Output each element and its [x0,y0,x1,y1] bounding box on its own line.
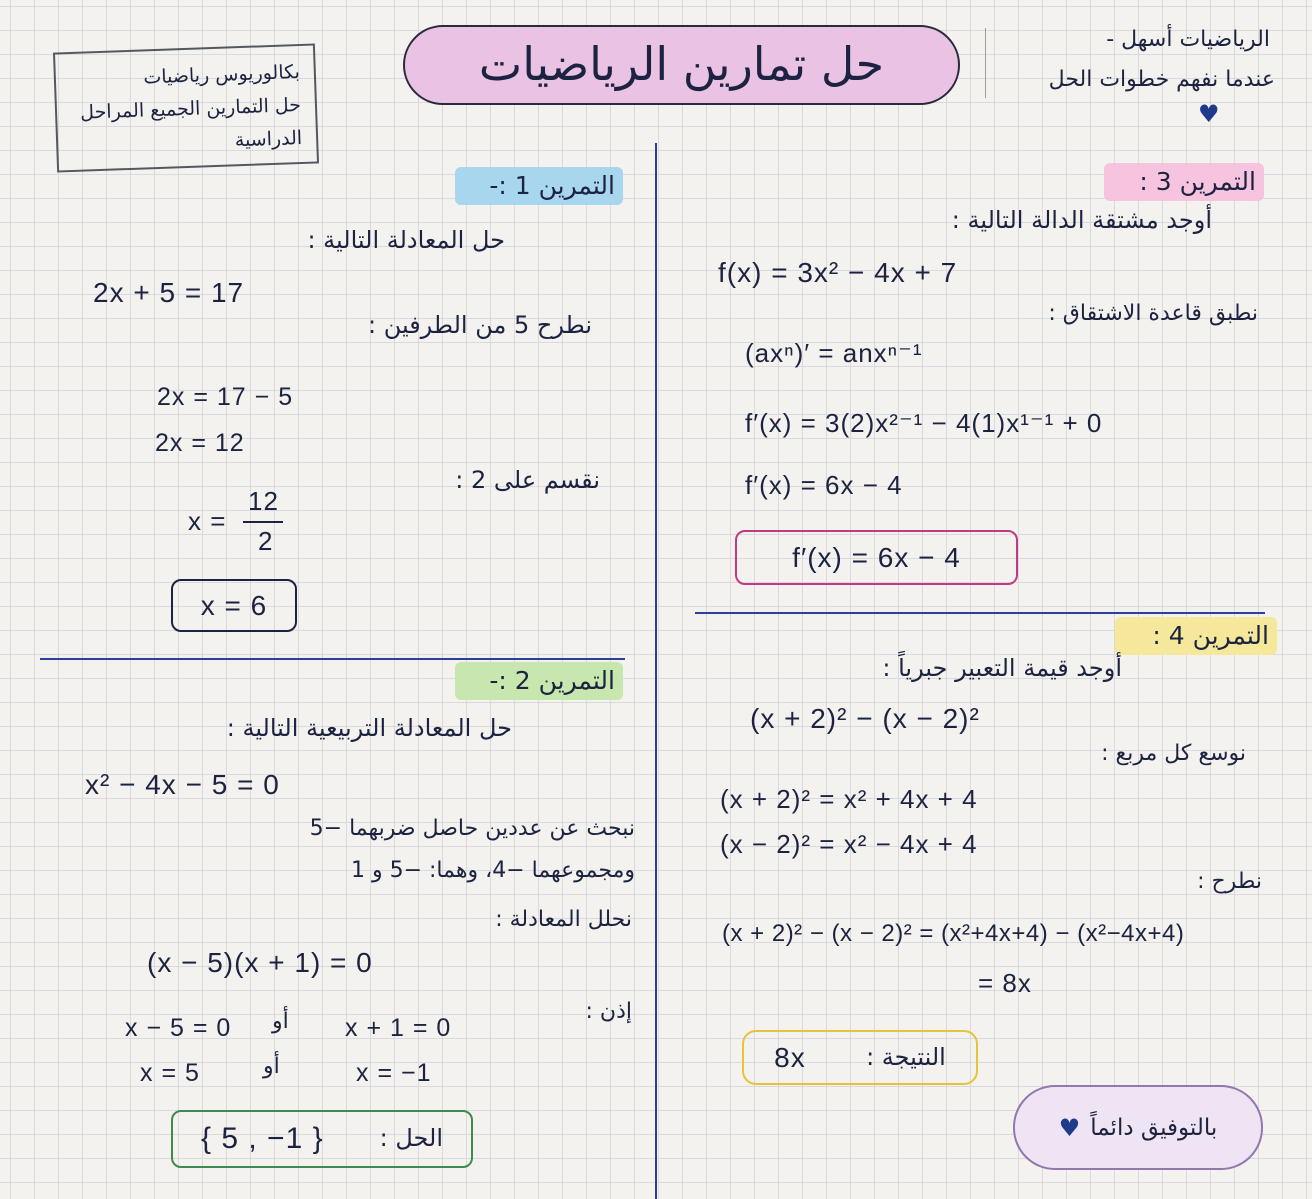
info-line-3: الدراسية [234,126,303,152]
case-1-right: x + 1 = 0 [345,1014,452,1042]
case-1-or: أو [272,1009,289,1034]
fraction-bar [243,521,283,523]
fraction-numerator: 12 [248,486,279,516]
exercise-2-hint-line-1: نبحث عن عددين حاصل ضربهما −5 [309,816,635,841]
exercise-1-step2-text: نقسم على 2 : [455,466,600,494]
exercise-3-rule: (axⁿ)′ = anxⁿ⁻¹ [745,338,923,368]
heart-icon: ♥ [1198,100,1220,128]
motto-line-1: الرياضيات أسهل - [1106,27,1270,52]
exercise-4-expand-1: (x + 2)² = x² + 4x + 4 [720,784,978,814]
exercise-4-subtract-text: نطرح : [1197,869,1262,894]
exercise-1-step1-text: نطرح 5 من الطرفين : [367,311,592,339]
exercise-2-factor-text: نحلل المعادلة : [495,907,632,932]
exercise-2-factored: (x − 5)(x + 1) = 0 [147,947,373,978]
info-line-1: بكالوريوس رياضيات [143,61,301,89]
exercise-4-result-box [742,1030,978,1085]
exercise-1-step1-line2: 2x = 12 [155,429,245,457]
exercise-4-expression: (x + 2)² − (x − 2)² [750,703,980,734]
exercise-1-label: التمرين 1 :- [455,167,623,205]
left-section-divider [40,658,625,660]
result-value: 8x [774,1041,806,1073]
solution-set: { 5 , −1 } [201,1122,324,1155]
page-title: حل تمارين الرياضيات [403,25,960,105]
exercise-2-hint-line-2: ومجموعهما −4، وهما: −5 و 1 [350,858,635,883]
exercise-3-instruction: أوجد مشتقة الدالة التالية : [951,206,1212,234]
closing-wish: بالتوفيق دائماً [1090,1114,1218,1141]
solution-label: الحل : [379,1124,443,1153]
exercise-4-label: التمرين 4 : [1115,617,1277,655]
exercise-3-label: التمرين 3 : [1104,163,1264,201]
exercise-2-then-text: إذن : [585,999,632,1024]
fraction-denominator: 2 [258,526,274,556]
exercise-4-instruction: أوجد قيمة التعبير جبرياً : [882,654,1122,682]
info-line-2: حل التمارين الجميع المراحل [79,93,302,124]
exercise-3-step2: f′(x) = 6x − 4 [745,470,903,500]
exercise-1-equation: 2x + 5 = 17 [93,277,245,308]
exercise-4-subtract-2: = 8x [978,968,1032,998]
exercise-2-instruction: حل المعادلة التربيعية التالية : [226,714,512,742]
header-separator [985,28,986,98]
fraction-lhs: x = [188,506,227,536]
exercise-1-answer: x = 6 [200,589,268,621]
exercise-2-solution-box [171,1110,473,1168]
case-2-left: x = 5 [140,1059,200,1087]
exercise-3-step1: f′(x) = 3(2)x²⁻¹ − 4(1)x¹⁻¹ + 0 [745,408,1103,438]
exercise-3-answer: f′(x) = 6x − 4 [792,541,961,573]
exercise-1-instruction: حل المعادلة التالية : [307,226,505,254]
exercise-4-expand-2: (x − 2)² = x² − 4x + 4 [720,829,978,859]
column-divider [655,143,657,1199]
exercise-2-label: التمرين 2 :- [455,662,623,700]
heart-icon: ♥ [1058,1113,1081,1142]
result-label: النتيجة : [866,1042,946,1071]
case-1-left: x − 5 = 0 [125,1014,232,1042]
exercise-3-rule-text: نطبق قاعدة الاشتقاق : [1048,301,1258,326]
exercise-1-step1-line1: 2x = 17 − 5 [157,383,294,411]
exercise-3-function: f(x) = 3x² − 4x + 7 [718,257,958,288]
case-2-right: x = −1 [356,1059,432,1087]
info-box [53,43,319,172]
exercise-3-answer-box [735,530,1018,585]
closing-cloud [1013,1085,1263,1170]
exercise-2-equation: x² − 4x − 5 = 0 [85,769,280,800]
exercise-4-expand-text: نوسع كل مربع : [1101,741,1246,766]
exercise-1-answer-box [171,579,297,632]
motto-line-2: عندما نفهم خطوات الحل [1048,67,1275,92]
case-2-or: أو [263,1054,280,1079]
right-section-divider [695,612,1265,614]
exercise-4-subtract-1: (x + 2)² − (x − 2)² = (x²+4x+4) − (x²−4x+4) [722,920,1185,947]
